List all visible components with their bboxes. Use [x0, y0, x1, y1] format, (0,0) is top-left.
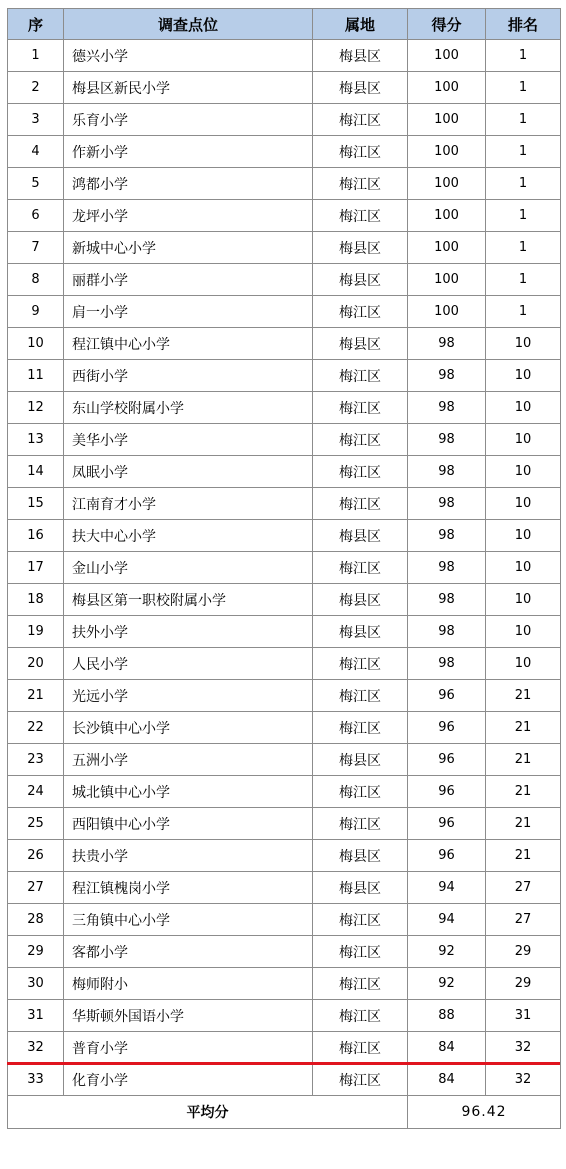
cell-district: 梅江区 [313, 776, 408, 808]
cell-location: 光远小学 [64, 680, 313, 712]
cell-location: 华斯顿外国语小学 [64, 1000, 313, 1032]
table-row [8, 232, 561, 264]
cell-index: 26 [8, 840, 64, 872]
cell-score: 96 [408, 808, 486, 840]
table-row [8, 552, 561, 584]
table-row [8, 1032, 561, 1064]
table-row [8, 328, 561, 360]
cell-district: 梅县区 [313, 520, 408, 552]
cell-district: 梅县区 [313, 584, 408, 616]
cell-rank: 31 [486, 1000, 561, 1032]
cell-location: 德兴小学 [64, 40, 313, 72]
cell-score: 96 [408, 744, 486, 776]
table-row [8, 360, 561, 392]
cell-district: 梅县区 [313, 328, 408, 360]
cell-score: 100 [408, 104, 486, 136]
cell-location: 城北镇中心小学 [64, 776, 313, 808]
cell-rank: 32 [486, 1032, 561, 1064]
cell-index: 30 [8, 968, 64, 1000]
cell-district: 梅江区 [313, 200, 408, 232]
cell-score: 96 [408, 712, 486, 744]
table-row [8, 72, 561, 104]
cell-location: 丽群小学 [64, 264, 313, 296]
cell-district: 梅县区 [313, 232, 408, 264]
table-row [8, 968, 561, 1000]
cell-index: 2 [8, 72, 64, 104]
header-location: 调查点位 [64, 9, 313, 40]
cell-district: 梅县区 [313, 744, 408, 776]
cell-index: 25 [8, 808, 64, 840]
cell-district: 梅江区 [313, 680, 408, 712]
cell-rank: 1 [486, 200, 561, 232]
cell-location: 普育小学 [64, 1032, 313, 1064]
cell-district: 梅江区 [313, 712, 408, 744]
red-divider-line [7, 1062, 560, 1065]
cell-district: 梅县区 [313, 840, 408, 872]
cell-score: 100 [408, 136, 486, 168]
cell-rank: 10 [486, 648, 561, 680]
cell-rank: 1 [486, 40, 561, 72]
cell-district: 梅江区 [313, 808, 408, 840]
table-row [8, 936, 561, 968]
cell-index: 20 [8, 648, 64, 680]
cell-location: 客都小学 [64, 936, 313, 968]
cell-location: 西街小学 [64, 360, 313, 392]
cell-index: 27 [8, 872, 64, 904]
cell-district: 梅江区 [313, 904, 408, 936]
cell-rank: 1 [486, 264, 561, 296]
cell-score: 100 [408, 200, 486, 232]
header-index: 序 [8, 9, 64, 40]
cell-index: 3 [8, 104, 64, 136]
average-row [8, 1096, 561, 1129]
cell-location: 东山学校附属小学 [64, 392, 313, 424]
cell-rank: 10 [486, 488, 561, 520]
cell-index: 11 [8, 360, 64, 392]
cell-score: 98 [408, 328, 486, 360]
cell-location: 金山小学 [64, 552, 313, 584]
cell-rank: 21 [486, 744, 561, 776]
cell-score: 84 [408, 1064, 486, 1096]
cell-score: 98 [408, 648, 486, 680]
cell-index: 7 [8, 232, 64, 264]
cell-score: 98 [408, 488, 486, 520]
cell-location: 鸿都小学 [64, 168, 313, 200]
cell-district: 梅江区 [313, 168, 408, 200]
cell-district: 梅县区 [313, 40, 408, 72]
cell-location: 扶外小学 [64, 616, 313, 648]
cell-rank: 27 [486, 872, 561, 904]
cell-location: 三角镇中心小学 [64, 904, 313, 936]
cell-score: 100 [408, 40, 486, 72]
cell-district: 梅江区 [313, 936, 408, 968]
header-score: 得分 [408, 9, 486, 40]
cell-location: 人民小学 [64, 648, 313, 680]
cell-index: 4 [8, 136, 64, 168]
cell-location: 长沙镇中心小学 [64, 712, 313, 744]
table-row [8, 40, 561, 72]
cell-district: 梅江区 [313, 552, 408, 584]
table-row [8, 520, 561, 552]
cell-rank: 1 [486, 136, 561, 168]
cell-score: 100 [408, 264, 486, 296]
cell-location: 梅县区第一职校附属小学 [64, 584, 313, 616]
table-row [8, 648, 561, 680]
cell-district: 梅江区 [313, 488, 408, 520]
cell-district: 梅县区 [313, 72, 408, 104]
header-row [8, 9, 561, 40]
cell-rank: 10 [486, 328, 561, 360]
cell-index: 16 [8, 520, 64, 552]
table-row [8, 776, 561, 808]
cell-rank: 21 [486, 840, 561, 872]
cell-rank: 29 [486, 968, 561, 1000]
cell-score: 98 [408, 456, 486, 488]
cell-rank: 10 [486, 360, 561, 392]
table-row [8, 808, 561, 840]
table-body [8, 40, 561, 1096]
cell-score: 92 [408, 936, 486, 968]
cell-location: 梅师附小 [64, 968, 313, 1000]
cell-location: 程江镇槐岗小学 [64, 872, 313, 904]
cell-district: 梅江区 [313, 1032, 408, 1064]
cell-score: 96 [408, 680, 486, 712]
cell-rank: 10 [486, 456, 561, 488]
cell-score: 98 [408, 360, 486, 392]
cell-score: 96 [408, 840, 486, 872]
table-row [8, 744, 561, 776]
cell-location: 五洲小学 [64, 744, 313, 776]
cell-location: 凤眠小学 [64, 456, 313, 488]
table-row [8, 584, 561, 616]
cell-index: 33 [8, 1064, 64, 1096]
table-row [8, 104, 561, 136]
cell-index: 8 [8, 264, 64, 296]
cell-rank: 1 [486, 168, 561, 200]
cell-rank: 32 [486, 1064, 561, 1096]
cell-location: 江南育才小学 [64, 488, 313, 520]
cell-score: 98 [408, 520, 486, 552]
cell-score: 100 [408, 72, 486, 104]
cell-index: 31 [8, 1000, 64, 1032]
cell-district: 梅江区 [313, 392, 408, 424]
cell-score: 84 [408, 1032, 486, 1064]
cell-index: 14 [8, 456, 64, 488]
cell-rank: 1 [486, 104, 561, 136]
cell-rank: 1 [486, 72, 561, 104]
cell-score: 98 [408, 584, 486, 616]
table-row [8, 168, 561, 200]
table-row [8, 392, 561, 424]
cell-location: 程江镇中心小学 [64, 328, 313, 360]
cell-rank: 29 [486, 936, 561, 968]
ranking-table [7, 8, 561, 1129]
table-row [8, 424, 561, 456]
table-row [8, 872, 561, 904]
table-row [8, 1064, 561, 1096]
cell-index: 22 [8, 712, 64, 744]
cell-index: 21 [8, 680, 64, 712]
cell-location: 扶贵小学 [64, 840, 313, 872]
cell-district: 梅县区 [313, 264, 408, 296]
cell-index: 23 [8, 744, 64, 776]
cell-location: 西阳镇中心小学 [64, 808, 313, 840]
cell-rank: 21 [486, 712, 561, 744]
cell-rank: 10 [486, 584, 561, 616]
cell-index: 13 [8, 424, 64, 456]
average-label: 平均分 [8, 1096, 408, 1129]
cell-score: 98 [408, 616, 486, 648]
cell-score: 94 [408, 904, 486, 936]
table-row [8, 1000, 561, 1032]
cell-index: 24 [8, 776, 64, 808]
header-district: 属地 [313, 9, 408, 40]
cell-location: 扶大中心小学 [64, 520, 313, 552]
cell-district: 梅县区 [313, 872, 408, 904]
cell-rank: 10 [486, 552, 561, 584]
cell-index: 18 [8, 584, 64, 616]
cell-rank: 27 [486, 904, 561, 936]
cell-district: 梅江区 [313, 648, 408, 680]
cell-district: 梅江区 [313, 136, 408, 168]
table-row [8, 264, 561, 296]
table-row [8, 296, 561, 328]
cell-district: 梅江区 [313, 360, 408, 392]
cell-index: 10 [8, 328, 64, 360]
average-value: 96.42 [408, 1096, 561, 1129]
cell-district: 梅江区 [313, 456, 408, 488]
cell-index: 29 [8, 936, 64, 968]
cell-score: 92 [408, 968, 486, 1000]
cell-rank: 1 [486, 296, 561, 328]
cell-district: 梅江区 [313, 424, 408, 456]
cell-rank: 21 [486, 776, 561, 808]
cell-index: 19 [8, 616, 64, 648]
cell-district: 梅江区 [313, 1064, 408, 1096]
cell-location: 化育小学 [64, 1064, 313, 1096]
cell-district: 梅江区 [313, 104, 408, 136]
cell-index: 28 [8, 904, 64, 936]
table-row [8, 456, 561, 488]
cell-location: 梅县区新民小学 [64, 72, 313, 104]
cell-district: 梅江区 [313, 296, 408, 328]
cell-index: 6 [8, 200, 64, 232]
table-row [8, 616, 561, 648]
cell-location: 作新小学 [64, 136, 313, 168]
cell-index: 9 [8, 296, 64, 328]
cell-score: 98 [408, 552, 486, 584]
cell-location: 肩一小学 [64, 296, 313, 328]
cell-rank: 21 [486, 808, 561, 840]
table-row [8, 840, 561, 872]
cell-index: 17 [8, 552, 64, 584]
cell-score: 98 [408, 392, 486, 424]
cell-index: 32 [8, 1032, 64, 1064]
cell-district: 梅县区 [313, 616, 408, 648]
table-row [8, 680, 561, 712]
cell-score: 98 [408, 424, 486, 456]
table-row [8, 200, 561, 232]
cell-district: 梅江区 [313, 968, 408, 1000]
cell-rank: 10 [486, 424, 561, 456]
cell-score: 96 [408, 776, 486, 808]
cell-index: 5 [8, 168, 64, 200]
cell-location: 龙坪小学 [64, 200, 313, 232]
table-row [8, 488, 561, 520]
cell-score: 100 [408, 232, 486, 264]
table-row [8, 712, 561, 744]
table-row [8, 904, 561, 936]
cell-index: 15 [8, 488, 64, 520]
cell-location: 美华小学 [64, 424, 313, 456]
cell-rank: 21 [486, 680, 561, 712]
cell-score: 100 [408, 168, 486, 200]
header-rank: 排名 [486, 9, 561, 40]
cell-location: 新城中心小学 [64, 232, 313, 264]
cell-rank: 10 [486, 520, 561, 552]
table-row [8, 136, 561, 168]
cell-location: 乐育小学 [64, 104, 313, 136]
cell-district: 梅江区 [313, 1000, 408, 1032]
cell-rank: 10 [486, 616, 561, 648]
cell-score: 100 [408, 296, 486, 328]
cell-score: 88 [408, 1000, 486, 1032]
cell-rank: 1 [486, 232, 561, 264]
cell-index: 12 [8, 392, 64, 424]
cell-rank: 10 [486, 392, 561, 424]
cell-score: 94 [408, 872, 486, 904]
cell-index: 1 [8, 40, 64, 72]
